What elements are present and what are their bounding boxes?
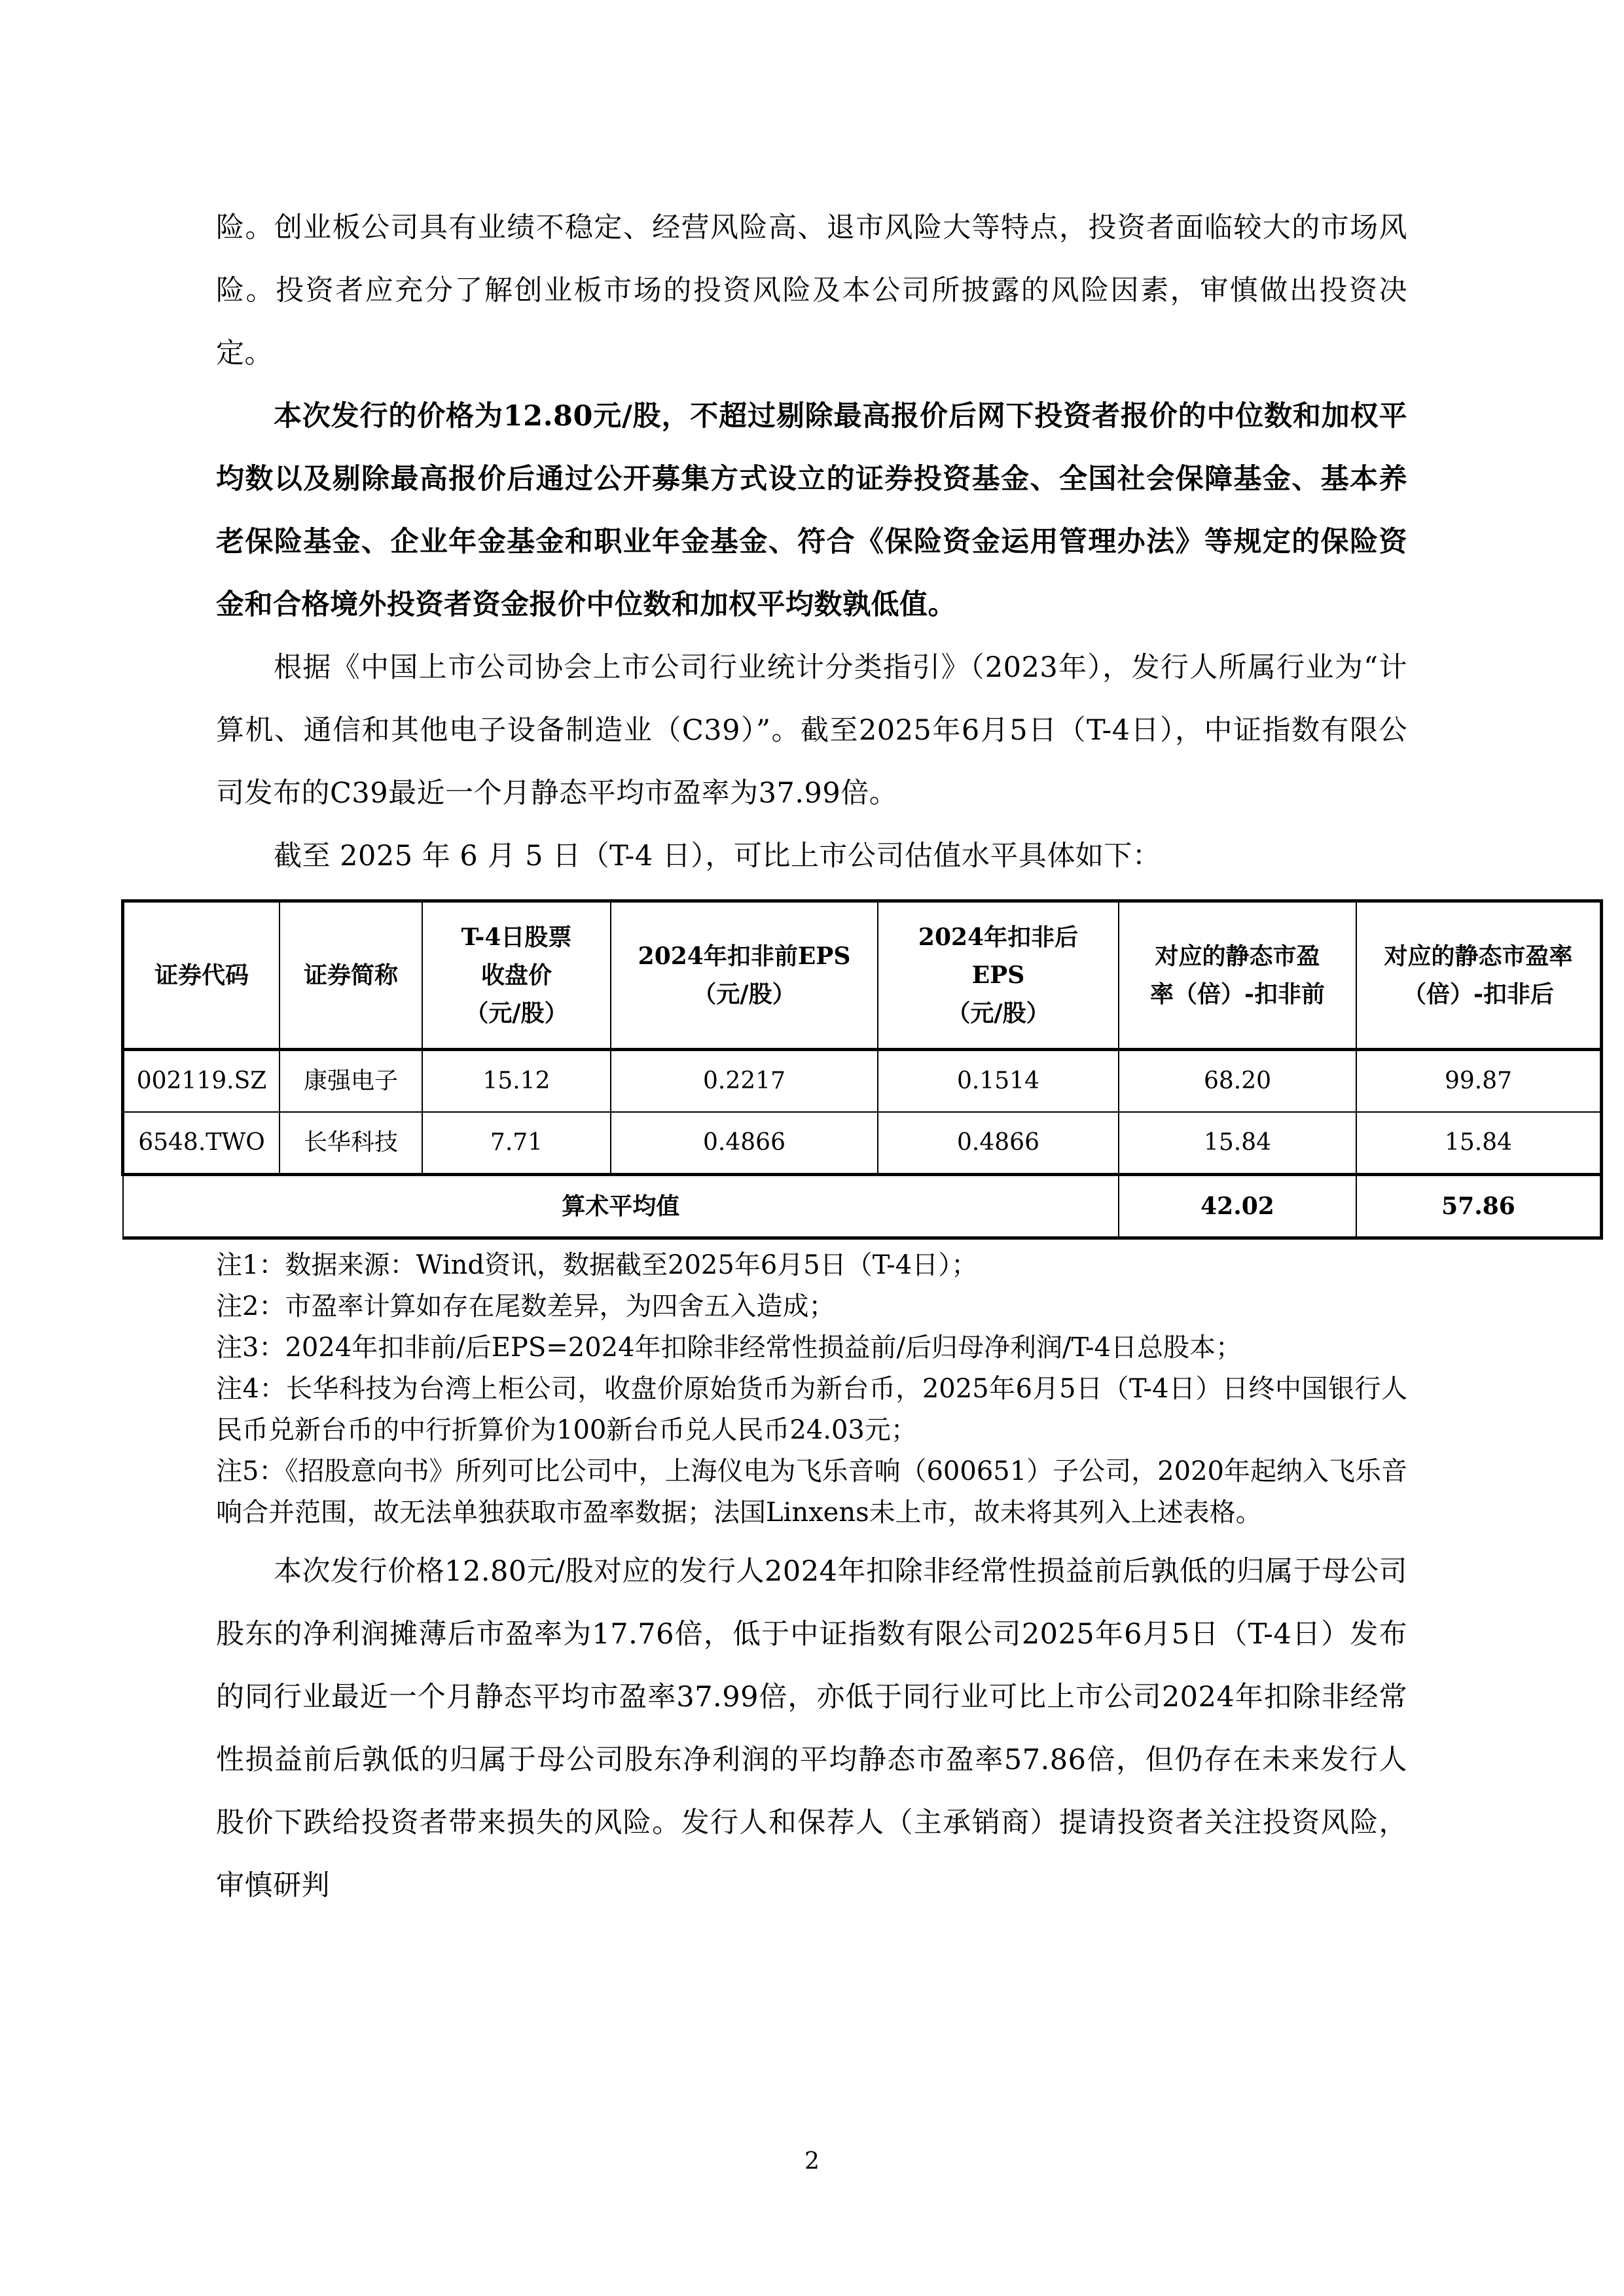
header-line: 对应的静态市盈率: [1384, 942, 1573, 970]
column-header-eps-after: [878, 901, 1119, 1050]
header-line: 2024年扣非后: [918, 924, 1079, 951]
cell-security-code: 6548.TWO: [123, 1112, 280, 1175]
cell-average-pe-after: 57.86: [1356, 1175, 1602, 1238]
cell-pe-after: 15.84: [1356, 1112, 1602, 1175]
header-line: 对应的静态市盈: [1155, 942, 1320, 970]
note-item: 注3：2024年扣非前/后EPS=2024年扣除非经常性损益前/后归母净利润/T-4日总股本；: [216, 1333, 1242, 1363]
table-header: [123, 901, 1602, 1050]
column-header-security-name: [280, 901, 422, 1050]
paragraph-issue-price-bold: 本次发行的价格为12.80元/股，不超过剔除最高报价后网下投资者报价的中位数和加权平均数以及剔除最高报价后通过公开募集方式设立的证券投资基金、全国社会保障基金、基本养老保险基金、企业年金基金和职业年金基金、符合《保险资金运用管理办法》等规定的保险资金和合格境外投资者资金报价中位数和加权平均数孰低值。: [216, 400, 1407, 621]
column-header-pe-before: [1119, 901, 1356, 1050]
cell-eps-before: 0.2217: [611, 1050, 878, 1113]
header-line: （元/股）: [465, 999, 568, 1027]
table-row: [123, 1050, 1602, 1113]
cell-average-label: 算术平均值: [123, 1175, 1119, 1238]
cell-security-name: 康强电子: [280, 1050, 422, 1113]
header-line: EPS: [971, 961, 1025, 989]
note-item: 注2：市盈率计算如存在尾数差异，为四舍五入造成；: [216, 1291, 835, 1321]
page-number: 2: [804, 2148, 820, 2175]
cell-pe-before: 68.20: [1119, 1050, 1356, 1113]
page-content: [136, 196, 1573, 1917]
table-body: [123, 1050, 1602, 1238]
header-line: （倍）-扣非后: [1403, 980, 1554, 1008]
table-notes: [216, 1245, 1407, 1534]
cell-eps-after: 0.4866: [878, 1112, 1119, 1175]
note-item: 注5：《招股意向书》所列可比公司中，上海仪电为飞乐音响（600651）子公司，2020年起纳入飞乐音响合并范围，故无法单独获取市盈率数据；法国Linxens未上市，故未将其列入上述表格。: [216, 1456, 1407, 1528]
paragraph-industry-classification: 根据《中国上市公司协会上市公司行业统计分类指引》（2023年），发行人所属行业为“计算机、通信和其他电子设备制造业（C39）”。截至2025年6月5日（T-4日），中证指数有限公司发布的C39最近一个月静态平均市盈率为37.99倍。: [216, 651, 1407, 810]
column-header-pe-after: [1356, 901, 1602, 1050]
column-header-eps-before: [611, 901, 878, 1050]
cell-eps-after: 0.1514: [878, 1050, 1119, 1113]
cell-pe-after: 99.87: [1356, 1050, 1602, 1113]
note-item: 注4：长华科技为台湾上柜公司，收盘价原始货币为新台币，2025年6月5日（T-4日）日终中国银行人民币兑新台币的中行折算价为100新台币兑人民币24.03元；: [216, 1374, 1407, 1445]
header-line: 证券简称: [303, 961, 398, 989]
cell-security-name: 长华科技: [280, 1112, 422, 1175]
column-header-security-code: [123, 901, 280, 1050]
header-line: 收盘价: [480, 961, 552, 989]
table-header-row: [123, 901, 1602, 1050]
note-item: 注1：数据来源：Wind资讯，数据截至2025年6月5日（T-4日）；: [216, 1250, 978, 1280]
cell-closing-price: 7.71: [422, 1112, 611, 1175]
table-row: [123, 1112, 1602, 1175]
cell-average-pe-before: 42.02: [1119, 1175, 1356, 1238]
table-average-row: [123, 1175, 1602, 1238]
cell-security-code: 002119.SZ: [123, 1050, 280, 1113]
paragraph-risk-disclosure: 险。创业板公司具有业绩不稳定、经营风险高、退市风险大等特点，投资者面临较大的市场风险。投资者应充分了解创业板市场的投资风险及本公司所披露的风险因素，审慎做出投资决定。: [216, 211, 1407, 370]
comparable-company-valuation-table: [121, 899, 1603, 1240]
header-line: T-4日股票: [461, 924, 572, 951]
header-line: 率（倍）-扣非前: [1150, 980, 1325, 1008]
column-header-closing-price: [422, 901, 611, 1050]
header-line: （元/股）: [693, 980, 796, 1008]
header-line: （元/股）: [947, 999, 1050, 1027]
paragraph-table-intro: 截至 2025 年 6 月 5 日（T-4 日），可比上市公司估值水平具体如下：: [274, 840, 1161, 872]
cell-pe-before: 15.84: [1119, 1112, 1356, 1175]
paragraph-pe-comparison: 本次发行价格12.80元/股对应的发行人2024年扣除非经常性损益前后孰低的归属于母公司股东的净利润摊薄后市盈率为17.76倍，低于中证指数有限公司2025年6月5日（T-4日）发布的同行业最近一个月静态平均市盈率37.99倍，亦低于同行业可比上市公司2024年扣除非经常性损益前后孰低的归属于母公司股东净利润的平均静态市盈率57.86倍，但仍存在未来发行人股价下跌给投资者带来损失的风险。发行人和保荐人（主承销商）提请投资者关注投资风险，审慎研判: [216, 1555, 1407, 1902]
cell-closing-price: 15.12: [422, 1050, 611, 1113]
header-line: 2024年扣非前EPS: [638, 942, 851, 970]
header-line: 证券代码: [154, 961, 249, 989]
cell-eps-before: 0.4866: [611, 1112, 878, 1175]
